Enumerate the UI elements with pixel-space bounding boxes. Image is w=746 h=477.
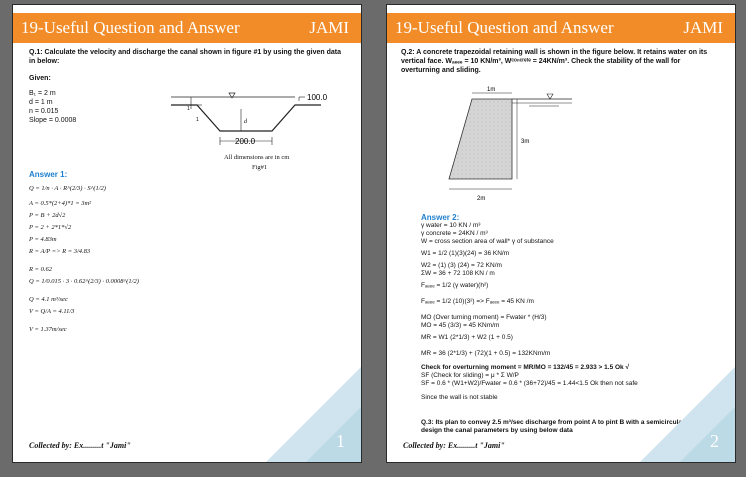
top-width-label: 100.0	[307, 93, 328, 102]
question-2: Q.2: A concrete trapezoidal retaining wall is shown in the figure below. It retains water on its vertical face. Wₐₑₑₑ = 10 KN/m³, Wᶜᵒⁿᶜʳᵉᵗᵉ = 24KN/m³. Check the stability of the wall for overturning and sliding.	[401, 49, 708, 74]
equation-line: P = B + 2d√2	[29, 212, 66, 219]
given-item: d = 1 m	[29, 99, 53, 106]
given-item: B₁ = 2 m	[29, 90, 56, 97]
header-title: 19-Useful Question and Answer	[395, 18, 614, 37]
equation-line: SF = 0.6 * (W1+W2)/Fwater = 0.6 * (36+72)/45 = 1.44<1.5 Ok then not safe	[421, 380, 638, 387]
given-item: n = 0.015	[29, 108, 59, 115]
equation-line: W = cross section area of wall* γ of substance	[421, 238, 554, 245]
equation-line: SF (Check for sliding) = μ * Σ W/P	[421, 372, 519, 379]
equation-line: MR = 36 (2*1/3) + (72)(1 + 0.5) = 132KNm/m	[421, 350, 551, 357]
equation-line: ΣW = 36 + 72 108 KN / m	[421, 270, 495, 277]
figure-label: Fig#1	[252, 164, 268, 171]
canal-section	[171, 105, 321, 131]
given-list	[29, 89, 76, 125]
equation-line: MR = W1 (2*1/3) + W2 (1 + 0.5)	[421, 334, 513, 341]
collected-by: Collected by: Ex.........t "Jami"	[403, 441, 505, 450]
given-item: Slope = 0.0008	[29, 117, 77, 124]
equation-line: MO (Over turning moment) = Fwater * (H/3)	[421, 314, 547, 321]
header-brand: JAMI	[683, 18, 723, 37]
answer-2-working	[421, 222, 638, 402]
equation-line: R = 0.62	[29, 266, 52, 273]
equation-line: V = 1.37m/sec	[29, 326, 67, 333]
page-header	[13, 13, 361, 43]
answer-1-label: Answer 1:	[29, 170, 68, 179]
document-page-2	[386, 4, 736, 463]
equation-line: A = 0.5*(2+4)*1 = 3m²	[29, 200, 92, 207]
question-1: Q.1: Calculate the velocity and discharge the canal shown in figure #1 by using the given data in below:	[29, 49, 341, 65]
header-title: 19-Useful Question and Answer	[21, 18, 240, 37]
question-3: Q.3: Its plan to convey 2.5 m³/sec discharge from point A to pint B with a semicircular canal, design the canal parameters by using below data	[421, 419, 705, 434]
depth-label: d	[244, 119, 247, 125]
slope-label: 1	[187, 106, 190, 112]
answer-1-working	[29, 184, 139, 337]
collected-by: Collected by: Ex.........t "Jami"	[29, 441, 131, 450]
page-corner-decoration	[680, 407, 735, 462]
equation-line: P = 4.83m	[29, 236, 57, 243]
top-width-label: 1m	[487, 87, 496, 93]
equation-line: Fₐₑₑₑ = 1/2 (γ water)(h²)	[421, 282, 489, 289]
equation-line: γ concrete = 24KN / m³	[421, 230, 488, 237]
water-level-marker	[547, 94, 553, 99]
page-number: 2	[710, 431, 719, 451]
equation-line: R = A/P => R = 3/4.83	[29, 248, 91, 255]
equation-line: γ water = 10 KN / m³	[421, 222, 481, 229]
page-corner-decoration	[306, 407, 361, 462]
bottom-width-label: 200.0	[235, 137, 256, 146]
retaining-wall-figure	[437, 85, 637, 210]
equation-line: Since the wall is not stable	[421, 394, 498, 401]
canal-cross-section-figure	[163, 79, 343, 164]
base-label: 2m	[477, 196, 486, 202]
equation-line: Check for overturning moment = MR/MO = 132/45 = 2.933 > 1.5 Ok √	[421, 364, 630, 371]
document-page-1	[12, 4, 362, 463]
slope-label: 1	[196, 117, 199, 123]
page-header	[387, 13, 735, 43]
answer-2-label: Answer 2:	[421, 213, 460, 222]
height-label: 3m	[521, 139, 530, 145]
page-number: 1	[336, 431, 345, 451]
equation-line: P = 2 + 2*1*√2	[29, 224, 72, 231]
equation-line: W1 = 1/2 (1)(3)(24) = 36 KN/m	[421, 250, 510, 257]
equation-line: W2 = (1) (3) (24) = 72 KN/m	[421, 262, 502, 269]
figure-caption: All dimensions are in cm	[224, 154, 290, 161]
equation-line: Q = 1/n · A · R^(2/3) · S^(1/2)	[29, 185, 106, 192]
equation-line: Q = 4.1 m³/sec	[29, 296, 68, 303]
wall-body	[449, 99, 512, 179]
given-label: Given:	[29, 75, 51, 82]
equation-line: MO = 45 (3/3) = 45 KNm/m	[421, 322, 500, 329]
header-brand: JAMI	[309, 18, 349, 37]
equation-line: Fₐₑₑₑ = 1/2 (10)(3²) => Fₐₑₑₑ = 45 KN /m	[421, 298, 534, 305]
equation-line: V = Q/A = 4.11/3	[29, 308, 75, 315]
equation-line: Q = 1/0.015 · 3 · 0.62^(2/3) · 0.0008^(1/2)	[29, 278, 139, 285]
